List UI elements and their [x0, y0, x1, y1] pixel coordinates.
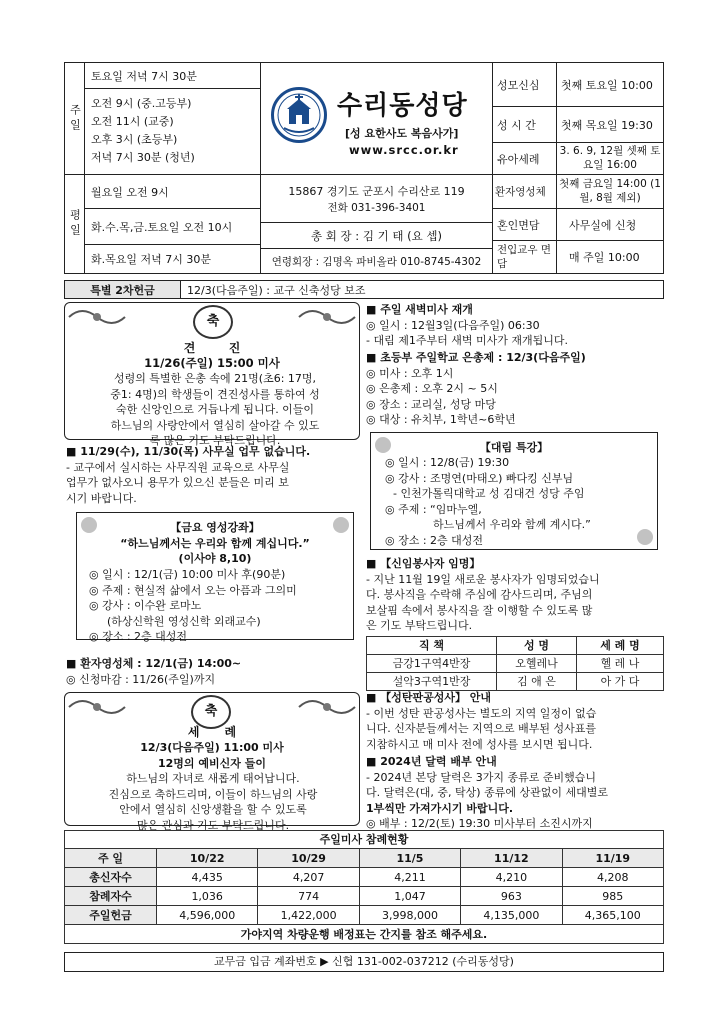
advent-line-4: ◎ 주제 : “임마누엘,: [385, 502, 482, 516]
friday-lecture-box: [76, 512, 354, 643]
confirmation-line-3: 숙한 신앙인으로 거듭나게 됩니다. 이들이: [115, 403, 315, 416]
confession-line-3: 지참하시고 매 미사 전에 성사를 보시면 됩니다.: [366, 737, 593, 751]
confirmation-line-5: 록 많은 기도 부탁드립니다.: [149, 434, 281, 447]
mass-label-column: [65, 63, 85, 273]
schedule-label-4: 환자영성체: [495, 186, 546, 198]
advent-title: 【대림 특강】: [479, 441, 549, 454]
sick-title: ■ 환자영성체 : 12/1(금) 14:00~: [66, 657, 242, 670]
baptism-line-1: 하느님의 자녀로 새롭게 태어납니다.: [126, 772, 300, 785]
office-title: ■ 11/29(수), 11/30(목) 사무실 업무 없습니다.: [66, 445, 311, 458]
schedule-label-3: 유아세례: [497, 152, 540, 166]
office-line-2: 업무가 없사오니 용무가 있으신 분들은 미리 보: [66, 476, 289, 489]
confirmation-line-1: 성령의 특별한 은총 속에 21명(초6: 17명,: [113, 372, 317, 385]
volunteer-cell: 아 가 다: [577, 672, 664, 690]
sun-mass-2: 오전 11시 (교중): [91, 115, 174, 128]
celebration-badge: 축: [191, 695, 231, 729]
weekday-mass-1: 월요일 오전 9시: [91, 185, 169, 199]
sun-mass-3: 오후 3시 (초등부): [91, 133, 178, 146]
special-offering-text: 12/3(다음주일) : 교구 신축성당 보조: [187, 283, 366, 297]
sacrament-schedule: [493, 63, 663, 273]
calendar-line-4: ◎ 배부 : 12/2(토) 19:30 미사부터 소진시까지: [366, 817, 593, 830]
lecture-quote: “하느님께서는 우리와 함께 계십니다.”: [120, 537, 310, 550]
schedule-label-2: 성 시 간: [497, 118, 536, 132]
volunteer-header: 세 례 명: [577, 636, 664, 654]
attendance-header: 11/5: [359, 849, 460, 868]
calendar-title: ■ 2024년 달력 배부 안내: [366, 755, 497, 768]
table-row: [367, 654, 664, 672]
attendance-cell: 4,207: [258, 868, 359, 887]
schedule-label-1: 성모신심: [497, 78, 540, 92]
advent-line-6: ◎ 장소 : 2층 대성전: [385, 533, 484, 547]
weekday-mass-3: 화.목요일 저녁 7시 30분: [91, 253, 211, 266]
schedule-value-6: 매 주일 10:00: [569, 251, 640, 264]
sick-line: ◎ 신청마감 : 11/26(주일)까지: [66, 672, 216, 686]
church-name: 수리동성당: [337, 91, 468, 121]
volunteer-header: 성 명: [497, 636, 577, 654]
lecture-title: 【금요 영성강좌】: [170, 521, 260, 534]
volunteer-cell: 오헬레나: [497, 654, 577, 672]
confession-line-2: 니다. 신자분들께서는 지역으로 배부된 성사표를: [366, 722, 597, 735]
account-footer: 교무금 입금 계좌번호 ▶ 신협 131-002-037212 (수리동성당): [64, 952, 664, 972]
attendance-header: 10/22: [157, 849, 258, 868]
table-row: [65, 868, 664, 887]
president: 총 회 장 : 김 기 태 (요 셉): [311, 228, 442, 243]
schedule-value-3: 3. 6. 9, 12월 셋째 토요일 16:00: [559, 145, 661, 171]
attendance-table: [64, 848, 664, 925]
lecture-ref: (이사야 8,10): [178, 552, 252, 565]
attendance-cell: 963: [461, 887, 562, 906]
attendance-header: 11/19: [562, 849, 663, 868]
dawn-line-2: - 대림 제1주부터 새벽 미사가 재개됩니다.: [366, 334, 568, 347]
office-notice: [66, 444, 362, 506]
confirmation-line-2: 중1: 4명)의 학생들이 견진성사를 통하여 성: [110, 387, 320, 401]
church-address: 15867 경기도 군포시 수리산로 119: [288, 185, 465, 198]
ribbon-icon: [67, 305, 127, 329]
ribbon-icon: [297, 695, 357, 719]
volunteer-line-3: 보살핌 속에서 봉사직을 잘 이행할 수 있도록 많: [366, 603, 593, 617]
council-head: 연령회장 : 김명옥 파비올라 010-8745-4302: [271, 255, 482, 268]
attendance-cell: 1,036: [157, 887, 258, 906]
attendance-cell: 774: [258, 887, 359, 906]
attendance-row-label: 참례자수: [65, 887, 157, 906]
schedule-value-1: 첫째 토요일 10:00: [561, 78, 653, 92]
school-line-3: ◎ 장소 : 교리실, 성당 마당: [366, 397, 496, 411]
church-patron: [성 요한사도 복음사가]: [345, 127, 459, 140]
church-info: [261, 63, 493, 273]
attendance-cell: 4,435: [157, 868, 258, 887]
confession-line-1: - 이번 성탄 판공성사는 별도의 지역 일정이 없습: [366, 706, 597, 720]
special-offering-bar: [64, 280, 664, 299]
dawn-title: ■ 주일 새벽미사 재개: [366, 303, 473, 316]
volunteer-header: 직 책: [367, 636, 497, 654]
calendar-line-3: 1부씩만 가져가시기 바랍니다.: [366, 801, 514, 815]
sun-mass-4: 저녁 7시 30분 (청년): [91, 151, 195, 164]
attendance-cell: 4,210: [461, 868, 562, 887]
table-row: [65, 906, 664, 925]
lecture-line-3: ◎ 강사 : 이수완 로마노: [89, 599, 202, 612]
advent-line-1: ◎ 일시 : 12/8(금) 19:30: [385, 456, 510, 469]
attendance-cell: 4,596,000: [157, 906, 258, 925]
table-row: [65, 887, 664, 906]
attendance-cell: 1,047: [359, 887, 460, 906]
ribbon-icon: [297, 305, 357, 329]
lecture-line-1: ◎ 일시 : 12/1(금) 10:00 미사 후(90분): [89, 568, 286, 581]
weekday-mass-2: 화.수.목,금.토요일 오전 10시: [91, 220, 233, 234]
sick-communion: [66, 656, 362, 687]
schedule-value-4: 첫째 금요일 14:00 (1월, 8월 제외): [559, 178, 661, 204]
school-line-1: ◎ 미사 : 오후 1시: [366, 366, 454, 380]
advent-lecture-box: [370, 432, 658, 550]
attendance-cell: 1,422,000: [258, 906, 359, 925]
attendance-header: 10/29: [258, 849, 359, 868]
mass-times-column: [85, 63, 261, 273]
confession-title: ■ 【성탄판공성사】 안내: [366, 691, 492, 704]
attendance-cell: 3,998,000: [359, 906, 460, 925]
church-logo: [271, 87, 327, 143]
schedule-value-2: 첫째 목요일 19:30: [561, 118, 653, 132]
attendance-title: 주일미사 참례현황: [64, 830, 664, 848]
baptism-title: 세 례: [187, 725, 237, 739]
attendance-cell: 4,135,000: [461, 906, 562, 925]
attendance-header: 11/12: [461, 849, 562, 868]
confirmation-title: 견 진: [183, 341, 241, 355]
lecture-line-5: ◎ 장소 : 2층 대성전: [89, 630, 188, 643]
volunteer-line-1: - 지난 11월 19일 새로운 봉사자가 임명되었습니: [366, 572, 600, 586]
advent-line-5: 하느님께서 우리와 함께 계시다.”: [433, 518, 591, 531]
weekday-label: 평일: [68, 209, 82, 239]
sunday-label: 주일: [68, 103, 82, 134]
office-line-3: 시기 바랍니다.: [66, 491, 137, 505]
school-line-4: ◎ 대상 : 유치부, 1학년~6학년: [366, 413, 516, 426]
lecture-line-2: ◎ 주제 : 현실적 삶에서 오는 아픔과 그의미: [89, 583, 297, 597]
lecture-line-4: (하상신학원 영성신학 외래교수): [107, 614, 261, 628]
volunteer-cell: 김 애 은: [497, 672, 577, 690]
attendance-cell: 4,211: [359, 868, 460, 887]
attendance-header: 주 일: [65, 849, 157, 868]
baptism-line-3: 안에서 열심히 신앙생활을 할 수 있도록: [119, 803, 307, 816]
volunteer-title: ■ 【신임봉사자 임명】: [366, 557, 481, 570]
ribbon-icon: [67, 695, 127, 719]
baptism-line-4: 많은 관심과 기도 부탁드립니다.: [136, 818, 290, 832]
volunteer-line-4: 은 기도 부탁드립니다.: [366, 619, 473, 632]
advent-line-2: ◎ 강사 : 조명연(마태오) 빠다킹 신부님: [385, 471, 574, 485]
school-title: ■ 초등부 주일학교 은총제 : 12/3(다음주일): [366, 351, 586, 364]
shuttle-note: 가야지역 차량운행 배정표는 간지를 참조 해주세요.: [64, 925, 664, 944]
special-offering-label: 특별 2차헌금: [90, 283, 155, 297]
attendance-cell: 4,208: [562, 868, 663, 887]
attendance-section: [64, 830, 664, 944]
advent-line-3: - 인천가톨릭대학교 성 김대건 성당 주임: [393, 487, 585, 500]
calendar-notice: [366, 754, 664, 832]
volunteer-line-2: 다. 봉사직을 수락해 주심에 감사드리며, 주님의: [366, 588, 593, 601]
table-row: [367, 672, 664, 690]
confirmation-line-4: 하느님의 사랑안에서 열심히 살아갈 수 있도: [110, 418, 320, 432]
confession-notice: [366, 690, 664, 752]
volunteer-cell: 헬 레 나: [577, 654, 664, 672]
sat-mass: 토요일 저녁 7시 30분: [91, 69, 197, 83]
sun-mass-1: 오전 9시 (중.고등부): [91, 97, 192, 110]
header-box: [64, 62, 664, 274]
calendar-line-2: 다. 달력은(대, 중, 탁상) 종류에 상관없이 세대별로: [366, 786, 608, 799]
baptism-box: [64, 692, 360, 832]
church-logo-icon: [274, 90, 324, 140]
schedule-label-5: 혼인면담: [497, 218, 540, 232]
attendance-row-label: 주일헌금: [65, 906, 157, 925]
calendar-line-1: - 2024년 본당 달력은 3가지 종류로 준비했습니: [366, 770, 596, 784]
celebration-badge: 축: [193, 305, 233, 339]
schedule-value-5: 사무실에 신청: [569, 218, 637, 232]
schedule-label-6: 전입교우 면 담: [497, 244, 552, 270]
volunteer-table: [366, 636, 664, 691]
church-url[interactable]: www.srcc.or.kr: [349, 143, 459, 157]
attendance-cell: 985: [562, 887, 663, 906]
office-line-1: - 교구에서 실시하는 사무직원 교육으로 사무실: [66, 460, 290, 474]
church-phone: 전화 031-396-3401: [327, 202, 426, 214]
dawn-mass-notice: [366, 302, 664, 349]
school-line-2: ◎ 은총제 : 오후 2시 ~ 5시: [366, 382, 498, 395]
confirmation-time: 11/26(주일) 15:00 미사: [144, 356, 280, 370]
baptism-time: 12/3(다음주일) 11:00 미사: [140, 741, 284, 754]
attendance-row-label: 총신자수: [65, 868, 157, 887]
volunteer-notice: [366, 556, 664, 691]
attendance-cell: 4,365,100: [562, 906, 663, 925]
school-festival-notice: [366, 350, 664, 428]
volunteer-cell: 설악3구역1반장: [367, 672, 497, 690]
baptism-line-2: 진심으로 축하드리며, 이들이 하느님의 사랑: [108, 787, 318, 801]
confirmation-box: [64, 302, 360, 447]
dawn-line-1: ◎ 일시 : 12월3일(다음주일) 06:30: [366, 318, 540, 332]
volunteer-cell: 금강1구역4반장: [367, 654, 497, 672]
baptism-sub: 12명의 예비신자 들이: [158, 757, 266, 770]
